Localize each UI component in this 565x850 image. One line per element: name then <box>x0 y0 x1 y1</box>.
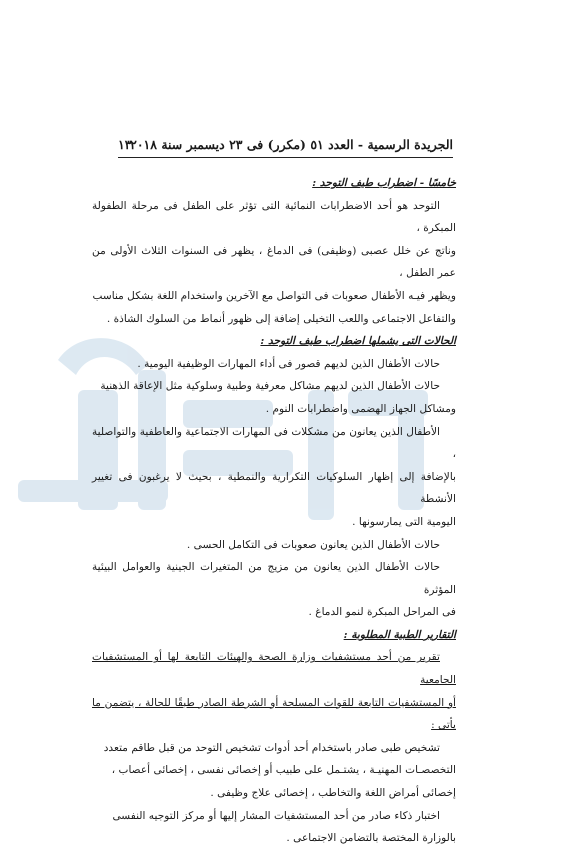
case-line: حالات الأطفال الذين لديهم قصور فى أداء المهارات الوظيفية اليومية . <box>137 357 440 370</box>
cases-heading: الحالات التى يشملها اضطراب طيف التوحد : <box>260 335 456 348</box>
case-line: اليومية التى يمارسونها . <box>352 515 456 528</box>
case-line: الأطفال الذين يعانون من مشكلات فى المهارات الاجتماعية والعاطفية والتواصلية ، <box>92 425 456 461</box>
page-number: ١٣ <box>118 137 132 152</box>
case-line: بالإضافة إلى إظهار السلوكيات التكرارية والنمطية ، بحيث لا يرغبون فى تغيير الأنشطة <box>92 470 456 506</box>
case-line: حالات الأطفال الذين لديهم مشاكل معرفية وطبية وسلوكية مثل الإعاقة الذهنية <box>100 380 440 393</box>
report-line: اختبار ذكاء صادر من أحد المستشفيات المشار إليها أو مركز التوجيه النفسى <box>112 809 440 822</box>
report-line: التخصصـات المهنيـة ، يشتـمل على طبيب أو إخصائى نفسى ، إخصائى أعصاب ، <box>111 764 456 777</box>
header-rule <box>118 157 453 158</box>
section-heading: خامسًا - اضطراب طيف التوحد : <box>312 177 456 189</box>
page-header <box>118 137 453 157</box>
report-line: إخصائى أمراض اللغة والتخاطب ، إخصائى علاج وظيفى . <box>210 787 456 800</box>
definition-line: ويظهر فيـه الأطفال صعوبات فى التواصل مع الآخرين واستخدام اللغة بشكل مناسب <box>92 289 456 302</box>
report-line: بالوزارة المختصة بالتضامن الاجتماعى . <box>286 832 456 845</box>
header-title: الجريدة الرسمية - العدد ٥١ (مكرر) فى ٢٣ ديسمبر سنة ٢٠١٨ <box>130 137 453 152</box>
document-body <box>92 172 456 850</box>
report-line: أو المستشفيات التابعة للقوات المسلحة أو الشرطة الصادر طبقًا للحالة ، يتضمن ما يأتى : <box>92 696 456 732</box>
case-line: حالات الأطفال الذين يعانون من مزيج من المتغيرات الجينية والعوامل البيئية المؤثرة <box>92 561 456 596</box>
report-line: تقرير من أحد مستشفيات وزارة الصحة والهيئات التابعة لها أو المستشفيات الجامعية <box>92 651 456 687</box>
definition-line: وناتج عن خلل عصبى (وظيفى) فى الدماغ ، يظهر فى السنوات الثلاث الأولى من عمر الطفل ، <box>92 244 456 280</box>
case-line: ومشاكل الجهاز الهضمى واضطرابات النوم . <box>265 402 456 415</box>
definition-line: التوحد هو أحد الاضطرابات النمائية التى تؤثر على الطفل فى مرحلة الطفولة المبكرة ، <box>92 199 456 235</box>
definition-line: والتفاعل الاجتماعى واللعب التخيلى إضافة إلى ظهور أنماط من السلوك الشاذة . <box>106 312 456 325</box>
case-line: حالات الأطفال الذين يعانون صعوبات فى التكامل الحسى . <box>186 538 440 551</box>
report-line: تشخيص طبى صادر باستخدام أحد أدوات تشخيص التوحد من قبل طاقم متعدد <box>103 741 440 754</box>
reports-heading: التقارير الطبية المطلوبة : <box>343 628 456 641</box>
case-line: فى المراحل المبكرة لنمو الدماغ . <box>308 606 456 619</box>
